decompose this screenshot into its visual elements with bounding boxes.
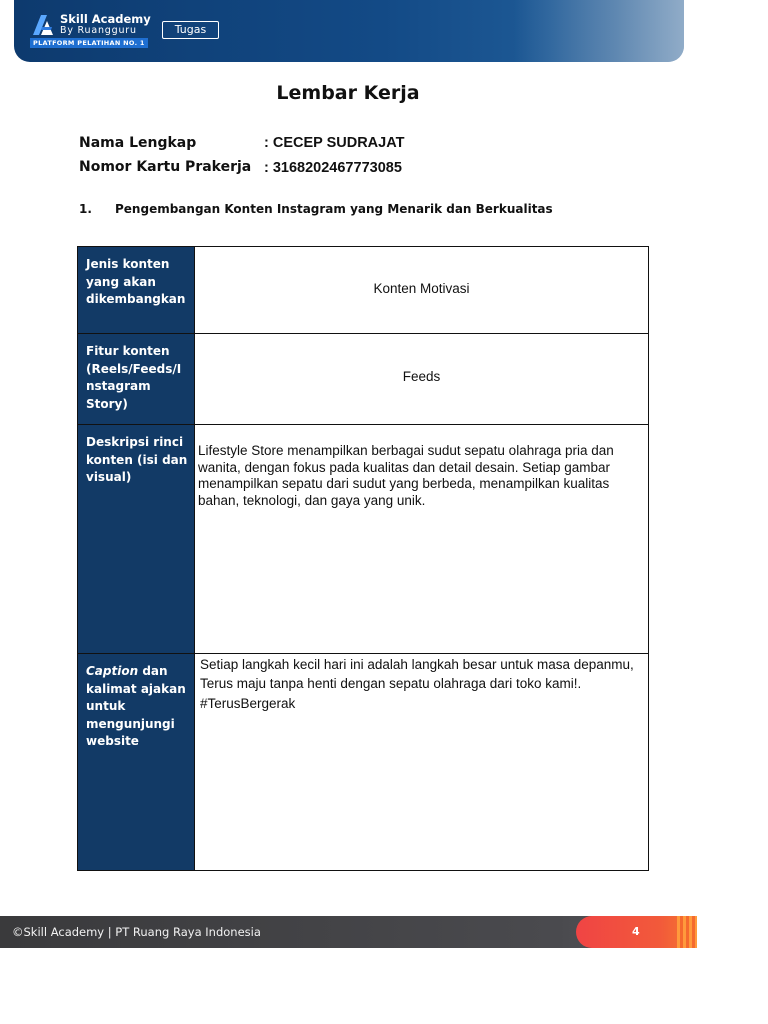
row-header: Deskripsi rinci konten (isi dan visual) [78,425,195,653]
table-row [78,425,648,654]
content-description-value: Lifestyle Store menampilkan berbagai sudut sepatu olahraga pria dan wanita, dengan fokus pada kualitas dan detail desain. Setiap gambar menampilkan sepatu dari sudut yang berbeda, menampilkan kualitas bahan, teknologi, dan gaya yang unik. [198,443,614,508]
page-title: Lembar Kerja [276,82,420,104]
card-number-label: Nomor Kartu Prakerja [79,159,252,175]
table-row [78,654,648,870]
section-number: 1. [79,202,92,216]
logo-badge: PLATFORM PELATIHAN NO. 1 [30,38,148,48]
caption-text: Setiap langkah kecil hari ini adalah langkah besar untuk masa depanmu, Terus maju tanpa henti dengan sepatu olahraga dari toko kami!. [200,657,634,691]
header-banner [14,0,684,62]
skill-academy-logo-icon [30,13,56,37]
row-header [78,654,195,870]
table-row [78,334,648,425]
caption-hashtag: #TerusBergerak [200,696,296,711]
caption-label-italic: Caption [86,664,139,678]
worksheet-table [77,246,649,871]
table-row [78,247,648,334]
section-title: Pengembangan Konten Instagram yang Menarik dan Berkualitas [115,202,553,216]
logo-subtitle: By Ruangguru [60,25,137,36]
name-value: : CECEP SUDRAJAT [264,135,405,151]
footer-stripes [677,916,697,948]
footer-copyright: ©Skill Academy | PT Ruang Raya Indonesia [12,925,261,939]
row-header: Jenis konten yang akan dikembangkan [78,247,195,333]
content-feature-value: Feeds [402,369,441,384]
caption-label-rest: dan kalimat ajakan untuk mengunjungi website [86,664,186,748]
skill-academy-logo [30,12,170,48]
footer-bar [0,916,697,948]
card-number-value: : 3168202467773085 [264,160,402,176]
tugas-tag: Tugas [162,21,219,39]
page-number: 4 [632,925,640,938]
name-label: Nama Lengkap [79,135,197,151]
header-photo [514,0,684,62]
caption-cell [195,654,648,870]
row-header: Fitur konten (Reels/Feeds/Instagram Story) [78,334,195,424]
logo-title: Skill Academy [60,12,151,26]
content-type-value: Konten Motivasi [373,281,470,296]
